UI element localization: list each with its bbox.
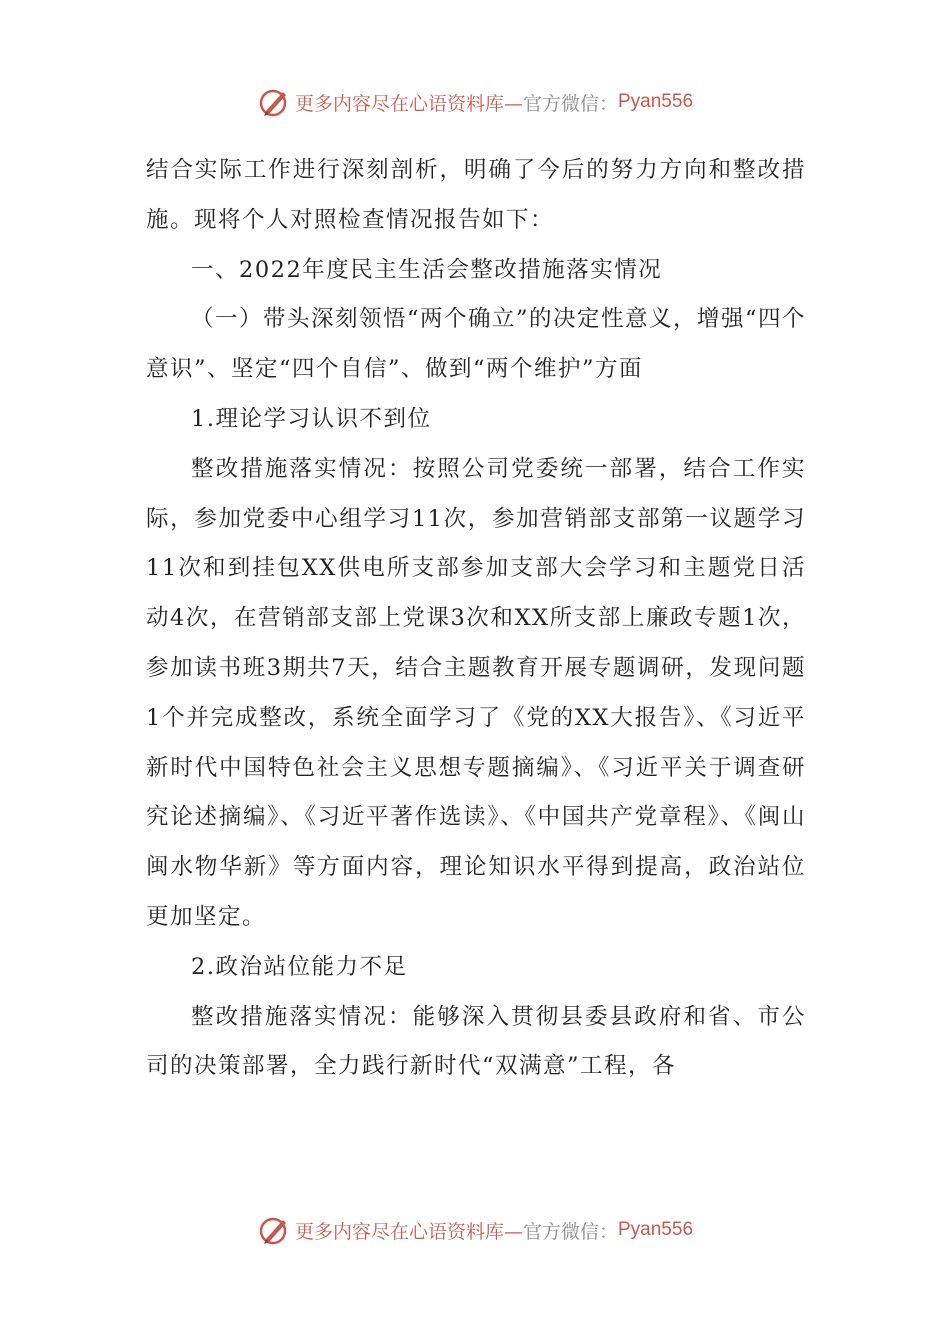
banner-wechat-id: Pyan556 [618,91,694,112]
document-body [146,146,806,1092]
footer-banner [0,1210,950,1250]
section-heading: 一、2022年度民主生活会整改措施落实情况 [191,256,663,283]
banner-wechat-label: 官方微信： [522,1220,618,1243]
pen-logo-icon [257,85,291,119]
header-banner [0,82,950,122]
paragraph: 整改措施落实情况：能够深入贯彻县委县政府和省、市公司的决策部署，全力践行新时代“双满意”工程，各 [146,1003,806,1080]
item-heading: 2.政治站位能力不足 [191,953,408,980]
paragraph: 结合实际工作进行深刻剖析，明确了今后的努力方向和整改措施。现将个人对照检查情况报告如下： [146,157,806,233]
item-heading: 1.理论学习认识不到位 [191,405,432,432]
paragraph: 整改措施落实情况：按照公司党委统一部署，结合工作实际，参加党委中心组学习11次，参加营销部支部第一议题学习11次和到挂包XX供电所支部参加支部大会学习和主题党日活动4次，在营销部支部上党课3次和XX所支部上廉政专题1次，参加读书班3期共7天，结合主题教育开展专题调研，发现问题1个并完成整改，系统全面学习了《党的XX大报告》、《习近平新时代中国特色社会主义思想专题摘编》、《习近平关于调查研究论述摘编》、《习近平著作选读》、《中国共产党章程》、《闽山闽水物华新》等方面内容，理论知识水平得到提高，政治站位更加坚定。 [146,455,806,930]
banner-main-text: 更多内容尽在心语资料库— [294,92,523,115]
banner-wechat-label: 官方微信： [522,92,618,115]
banner-wechat-id: Pyan556 [618,1219,694,1240]
pen-logo-icon [257,1213,291,1247]
subsection-heading: （一）带头深刻领悟“两个确立”的决定性意义，增强“四个意识”、坚定“四个自信”、做到“两个维护”方面 [146,306,807,383]
banner-main-text: 更多内容尽在心语资料库— [294,1220,523,1243]
